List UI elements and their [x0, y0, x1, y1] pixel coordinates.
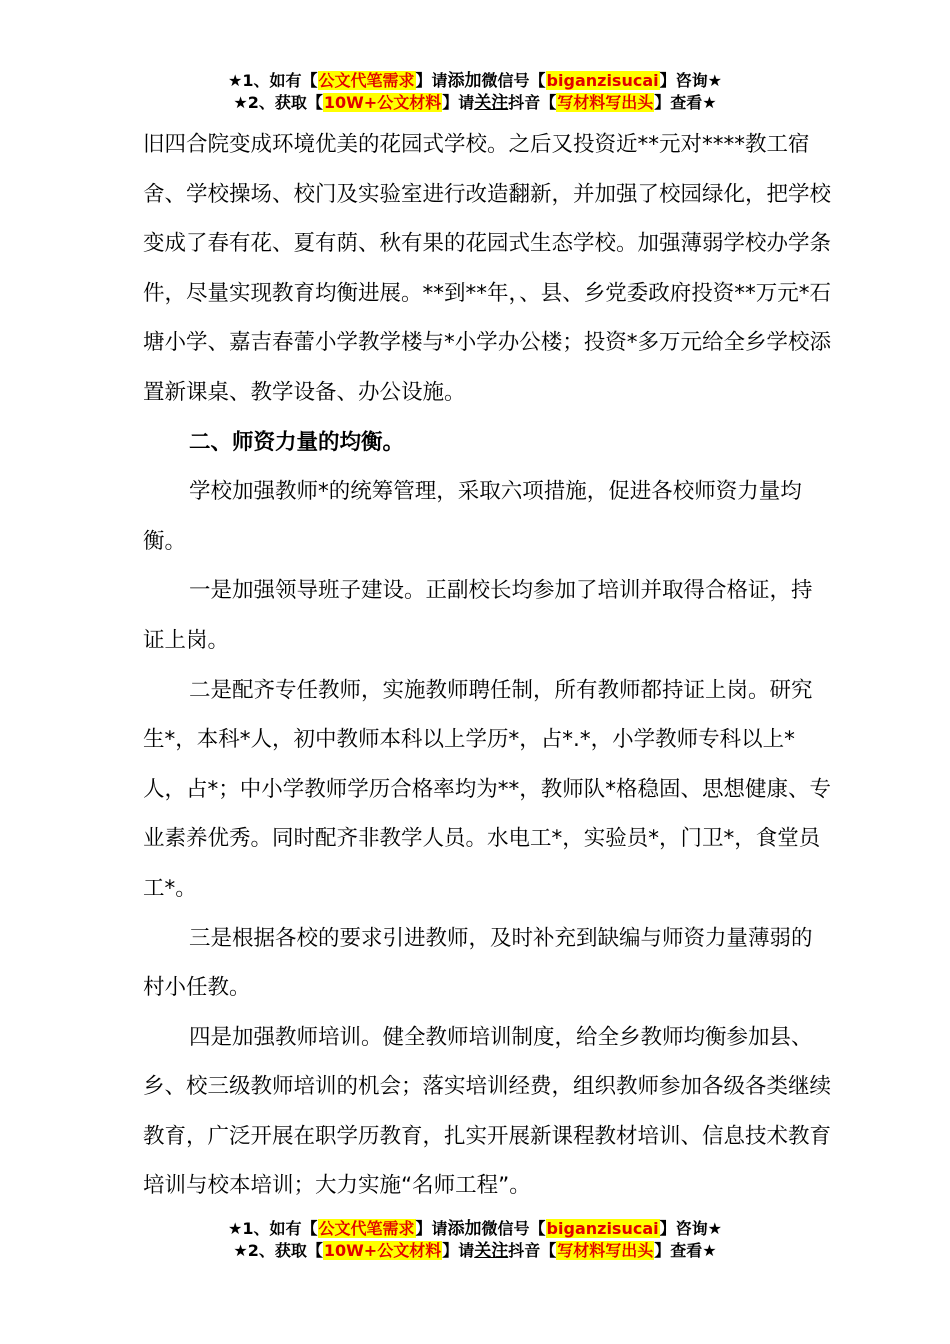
banner-text: 抖音【 [508, 1241, 557, 1260]
banner-text: ★1、如有【 [228, 1219, 318, 1238]
header-banner [0, 70, 950, 114]
highlight-materials: 10W+公文材料 [323, 1241, 442, 1260]
banner-text: 】查看★ [654, 1241, 717, 1260]
banner-text: 微信号【 [481, 71, 546, 90]
banner-line-1 [0, 1218, 950, 1240]
highlight-douyin-account: 写材料写出头 [557, 1241, 654, 1260]
banner-emphasis: 关注 [474, 1241, 509, 1261]
banner-line-2 [0, 1240, 950, 1262]
paragraph: 一是加强领导班子建设。正副校长均参加了培训并取得合格证，持证上岗。 [143, 578, 813, 653]
banner-emphasis: 添加 [447, 71, 482, 91]
paragraph: 旧四合院变成环境优美的花园式学校。之后又投资近**元对****教工宿舍、学校操场、校门及实验室进行改造翻新，并加强了校园绿化，把学校变成了春有花、夏有荫、秋有果的花园式生态学校。加强薄弱学校办学条件，尽量实现教育均衡进展。**到**年，、县、乡党委政府投资**万元*石塘小学、嘉吉春蕾小学教学楼与*小学办公楼；投资*多万元给全乡学校添置新课桌、教学设备、办公设施。 [143, 132, 832, 405]
document-body [143, 120, 833, 1211]
highlight-service: 公文代笔需求 [318, 1219, 415, 1238]
banner-text: 】查看★ [654, 93, 717, 112]
banner-text: 】咨询★ [659, 71, 722, 90]
banner-text: 】请 [415, 1219, 448, 1238]
paragraph: 四是加强教师培训。健全教师培训制度，给全乡教师均衡参加县、乡、校三级教师培训的机会；落实培训经费，组织教师参加各级各类继续教育，广泛开展在职学历教育，扎实开展新课程教材培训、信息技术教育培训与校本培训；大力实施“名师工程”。 [143, 1024, 832, 1199]
banner-text: 】咨询★ [659, 1219, 722, 1238]
banner-text: ★2、获取【 [233, 93, 323, 112]
banner-line-1 [0, 70, 950, 92]
paragraph: 学校加强教师*的统筹管理，采取六项措施，促进各校师资力量均衡。 [143, 479, 802, 554]
banner-line-2 [0, 92, 950, 114]
highlight-douyin-account: 写材料写出头 [557, 93, 654, 112]
highlight-wechat-id: biganzisucai [546, 71, 659, 90]
highlight-service: 公文代笔需求 [318, 71, 415, 90]
highlight-materials: 10W+公文材料 [323, 93, 442, 112]
banner-text: 抖音【 [508, 93, 557, 112]
paragraph: 二是配齐专任教师，实施教师聘任制，所有教师都持证上岗。研究生*，本科*人，初中教师本科以上学历*，占*.*，小学教师专科以上*人，占*；中小学教师学历合格率均为**，教师队*格稳固、思想健康、专业素养优秀。同时配齐非教学人员。水电工*，实验员*，门卫*，食堂员工*。 [143, 677, 832, 901]
highlight-wechat-id: biganzisucai [546, 1219, 659, 1238]
paragraph: 三是根据各校的要求引进教师，及时补充到缺编与师资力量薄弱的村小任教。 [143, 925, 813, 1001]
section-heading: 二、师资力量的均衡。 [189, 429, 405, 455]
banner-text: 微信号【 [481, 1219, 546, 1238]
banner-text: ★1、如有【 [228, 71, 318, 90]
banner-text: 】请 [442, 1241, 475, 1260]
banner-text: ★2、获取【 [233, 1241, 323, 1260]
banner-text: 】请 [415, 71, 448, 90]
footer-banner [0, 1218, 950, 1262]
banner-text: 】请 [442, 93, 475, 112]
banner-emphasis: 添加 [447, 1219, 482, 1239]
banner-emphasis: 关注 [474, 93, 509, 113]
